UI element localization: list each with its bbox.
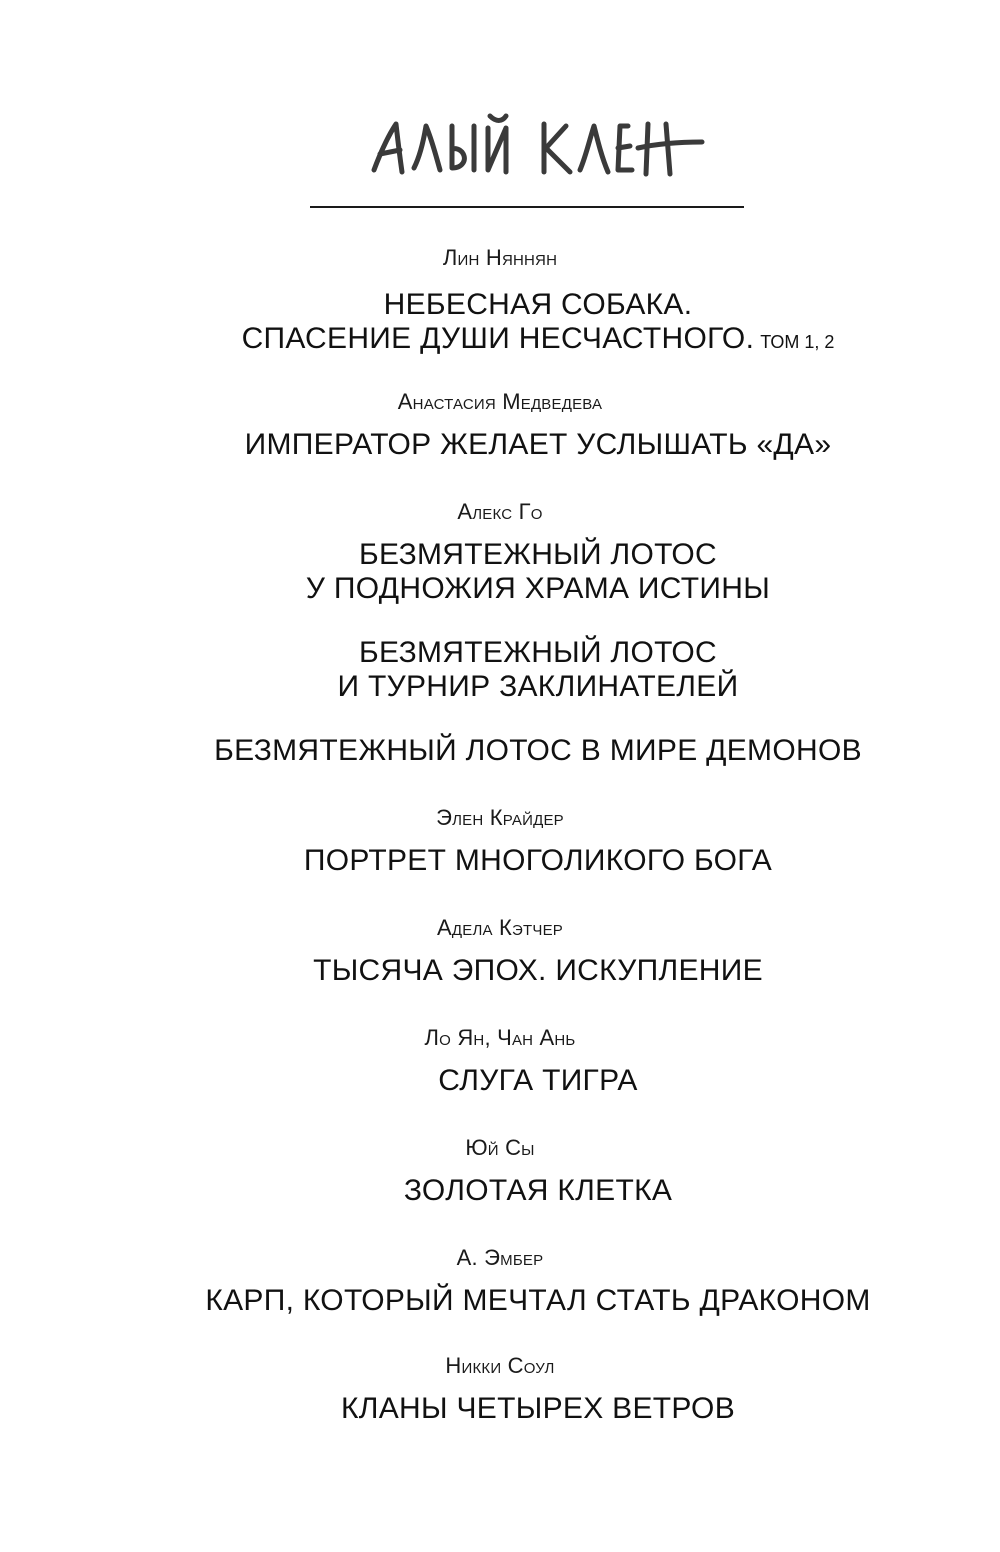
book-title-line: БЕЗМЯТЕЖНЫЙ ЛОТОС В МИРЕ ДЕМОНОВ xyxy=(214,734,862,767)
author-name: Алекс Го xyxy=(457,499,543,524)
book-title xyxy=(0,1064,1000,1098)
book-title xyxy=(0,636,1000,704)
author-name: Никки Соул xyxy=(445,1353,555,1378)
book-title-line: СЛУГА ТИГРА xyxy=(438,1064,638,1097)
book-title xyxy=(0,1174,1000,1208)
series-logo-wordmark xyxy=(366,102,716,202)
book-title xyxy=(0,1284,1000,1318)
book-title-line-text: СПАСЕНИЕ ДУШИ НЕСЧАСТНОГО. xyxy=(241,322,755,355)
book-title-line: ЗОЛОТАЯ КЛЕТКА xyxy=(403,1174,673,1207)
book-title-line: КЛАНЫ ЧЕТЫРЕХ ВЕТРОВ xyxy=(340,1392,736,1425)
book-title-line: ПОРТРЕТ МНОГОЛИКОГО БОГА xyxy=(303,844,773,877)
book-title-line xyxy=(0,322,1000,359)
divider-rule xyxy=(310,206,744,208)
book-title-line: КАРП, КОТОРЫЙ МЕЧТАЛ СТАТЬ ДРАКОНОМ xyxy=(205,1284,871,1317)
book-title xyxy=(0,428,1000,462)
author-name: Анастасия Медведева xyxy=(397,389,603,414)
author-name: А. Эмбер xyxy=(456,1245,544,1270)
book-title-line: ИМПЕРАТОР ЖЕЛАЕТ УСЛЫШАТЬ «ДА» xyxy=(244,428,832,461)
author-name: Элен Крайдер xyxy=(436,805,564,830)
series-logo xyxy=(366,102,716,202)
book-title xyxy=(0,538,1000,606)
author-name: Юй Сы xyxy=(465,1135,535,1160)
author-name: Лин Няннян xyxy=(442,245,558,270)
book-title-line: БЕЗМЯТЕЖНЫЙ ЛОТОС xyxy=(358,636,718,669)
book-title xyxy=(0,734,1000,768)
book-title-line: ТЫСЯЧА ЭПОХ. ИСКУПЛЕНИЕ xyxy=(313,954,763,987)
book-title xyxy=(0,288,1000,359)
book-title-line: НЕБЕСНАЯ СОБАКА. xyxy=(383,288,693,321)
book-title-line: И ТУРНИР ЗАКЛИНАТЕЛЕЙ xyxy=(337,670,739,703)
book-title xyxy=(0,844,1000,878)
book-title xyxy=(0,954,1000,988)
book-title-line: БЕЗМЯТЕЖНЫЙ ЛОТОС xyxy=(358,538,718,571)
book-title xyxy=(0,1392,1000,1426)
author-name: Ло Ян, Чан Ань xyxy=(424,1025,576,1050)
volume-note: ТОМ 1, 2 xyxy=(760,332,835,352)
author-name: Адела Кэтчер xyxy=(437,915,563,940)
book-title-line: У ПОДНОЖИЯ ХРАМА ИСТИНЫ xyxy=(305,572,771,605)
